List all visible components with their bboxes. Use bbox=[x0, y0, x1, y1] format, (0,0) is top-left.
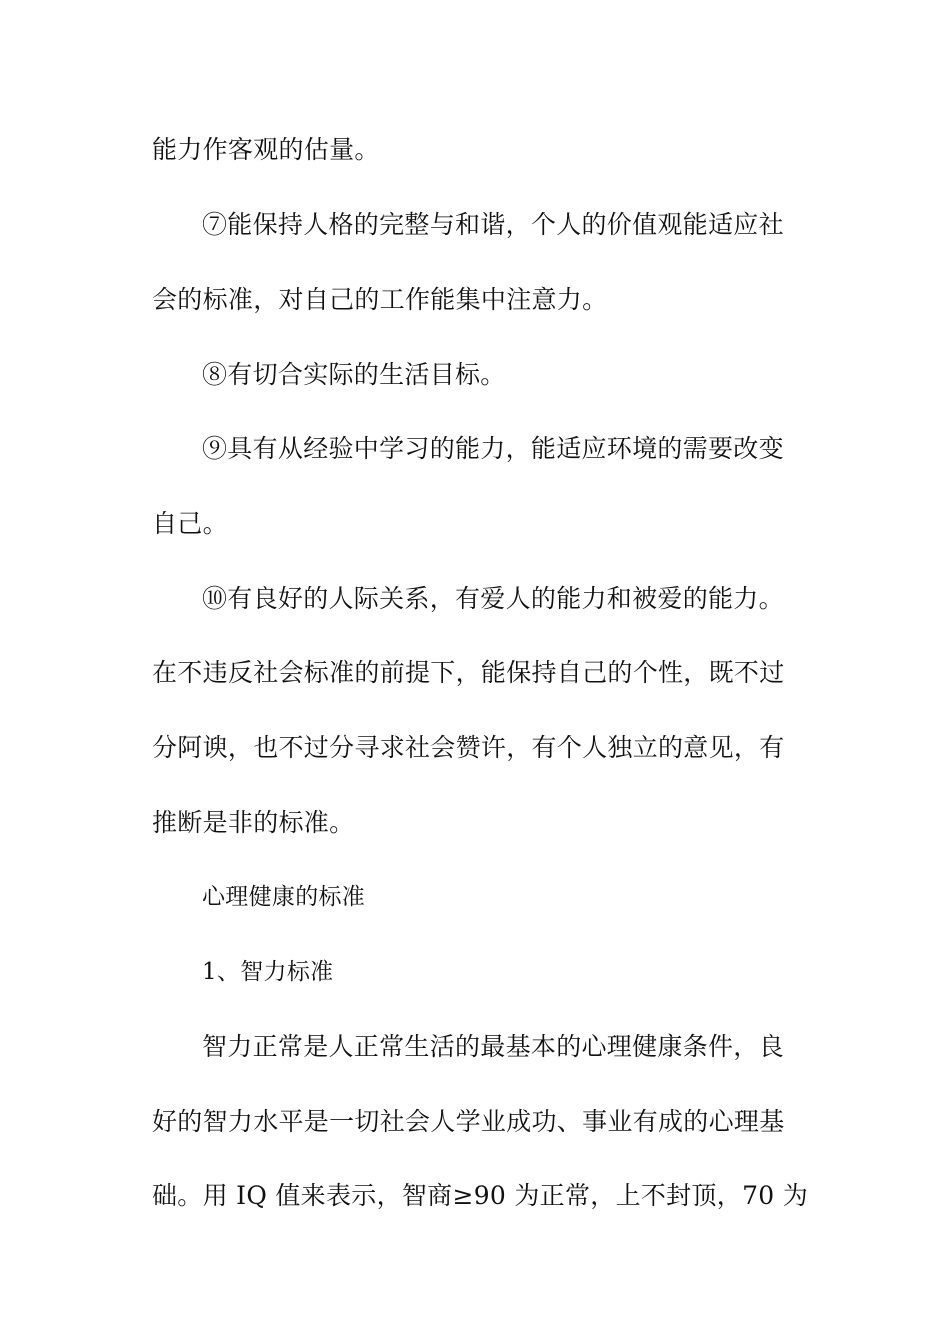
subsection-heading: 1、智力标准 bbox=[202, 959, 334, 985]
text-line: 在不违反社会标准的前提下，能保持自己的个性，既不过 bbox=[152, 658, 785, 687]
text-line: 好的智力水平是一切社会人学业成功、事业有成的心理基 bbox=[152, 1107, 785, 1136]
text-line: 会的标准，对自己的工作能集中注意力。 bbox=[152, 285, 608, 314]
text-line: ⑩有良好的人际关系，有爱人的能力和被爱的能力。 bbox=[202, 584, 784, 613]
text-line: 智力正常是人正常生活的最基本的心理健康条件，良 bbox=[202, 1032, 784, 1061]
text-line: ⑨具有从经验中学习的能力，能适应环境的需要改变 bbox=[202, 434, 784, 463]
text-line: 推断是非的标准。 bbox=[152, 808, 355, 837]
text-line: ⑦能保持人格的完整与和谐，个人的价值观能适应社 bbox=[202, 210, 784, 239]
text-line: ⑧有切合实际的生活目标。 bbox=[202, 360, 506, 389]
text-line: 分阿谀，也不过分寻求社会赞许，有个人独立的意见，有 bbox=[152, 733, 785, 762]
text-line: 自己。 bbox=[152, 509, 228, 538]
text-line: 础。用 IQ 值来表示，智商≥90 为正常，上不封顶，70 为 bbox=[152, 1181, 809, 1210]
section-heading: 心理健康的标准 bbox=[202, 884, 366, 910]
text-line: 能力作客观的估量。 bbox=[152, 135, 380, 164]
